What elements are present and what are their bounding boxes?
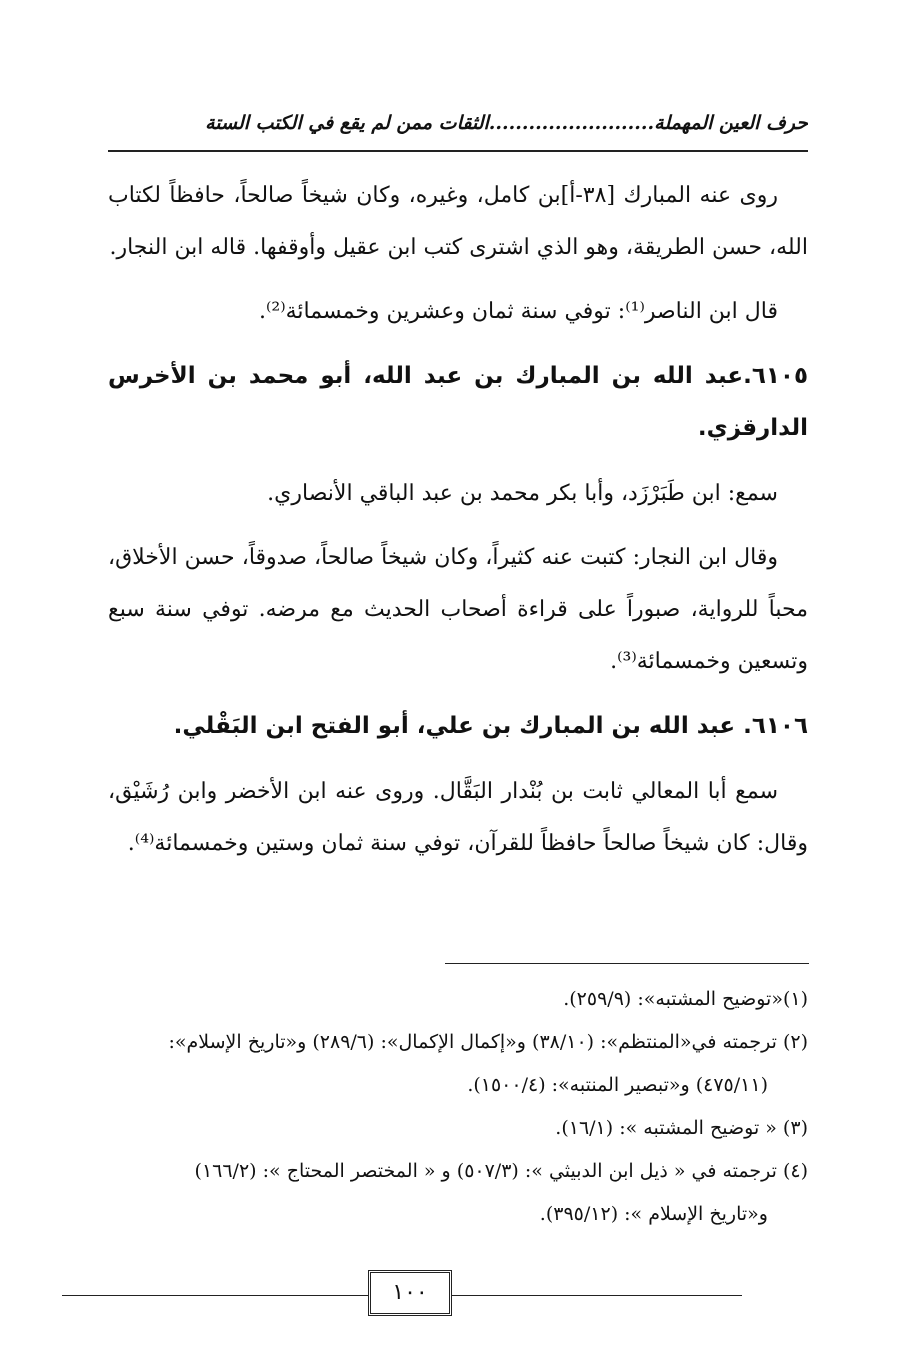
paragraph-2: قال ابن الناصر⁽¹⁾: توفي سنة ثمان وعشرين وخمسمائة⁽²⁾.	[258, 299, 778, 324]
main-text	[108, 170, 808, 882]
entry-heading-6106: ٦١٠٦. عبد الله بن المبارك بن علي، أبو الفتح ابن البَقْلي.	[173, 713, 808, 739]
paragraph-3: سمع: ابن طَبَرْزَد، وأبا بكر محمد بن عبد الباقي الأنصاري.	[267, 481, 778, 506]
footnotes	[78, 978, 808, 1236]
footnote-2: (٢) ترجمته في«المنتظم»: (٣٨/١٠) و«إكمال الإكمال»: (٢٨٩/٦) و«تاريخ الإسلام»:	[168, 1031, 808, 1053]
page-number: ١٠٠	[368, 1270, 452, 1316]
paragraph-1: روى عنه المبارك [٣٨-أ]بن كامل، وغيره، وكان شيخاً صالحاً، حافظاً لكتاب الله، حسن الطريقة، وهو الذي اشترى كتب ابن عقيل وأوقفها. قاله ابن النجار.	[108, 183, 808, 260]
footnote-separator	[445, 963, 809, 964]
footnote-3: (٣) « توضيح المشتبه »: (١٦/١).	[555, 1117, 808, 1139]
footnote-4-continuation: و«تاريخ الإسلام »: (٣٩٥/١٢).	[539, 1203, 768, 1225]
footnote-2-continuation: (٤٧٥/١١) و«تبصير المنتبه»: (١٥٠٠/٤).	[467, 1074, 768, 1096]
paragraph-5: سمع أبا المعالي ثابت بن بُنْدار البَقَّال. وروى عنه ابن الأخضر وابن رُشَيْق، وقال: كان شيخاً صالحاً حافظاً للقرآن، توفي سنة ثمان وستين وخمسمائة⁽⁴⁾.	[108, 779, 808, 856]
header-rule	[108, 150, 808, 152]
running-header: حرف العين المهملة.........................الثقات ممن لم يقع في الكتب الستة	[205, 112, 808, 134]
entry-heading-6105: ٦١٠٥.عبد الله بن المبارك بن عبد الله، أبو محمد بن الأخرس الدارقزي.	[108, 363, 808, 441]
footnote-1: (١)«توضيح المشتبه»: (٢٥٩/٩).	[563, 988, 808, 1010]
paragraph-4: وقال ابن النجار: كتبت عنه كثيراً، وكان شيخاً صالحاً، صدوقاً، حسن الأخلاق، محباً للرواية، صبوراً على قراءة أصحاب الحديث مع مرضه. توفي سنة سبع وتسعين وخمسمائة⁽³⁾.	[108, 545, 808, 674]
footnote-4: (٤) ترجمته في « ذيل ابن الدبيثي »: (٥٠٧/٣) و « المختصر المحتاج »: (١٦٦/٢)	[194, 1160, 808, 1182]
